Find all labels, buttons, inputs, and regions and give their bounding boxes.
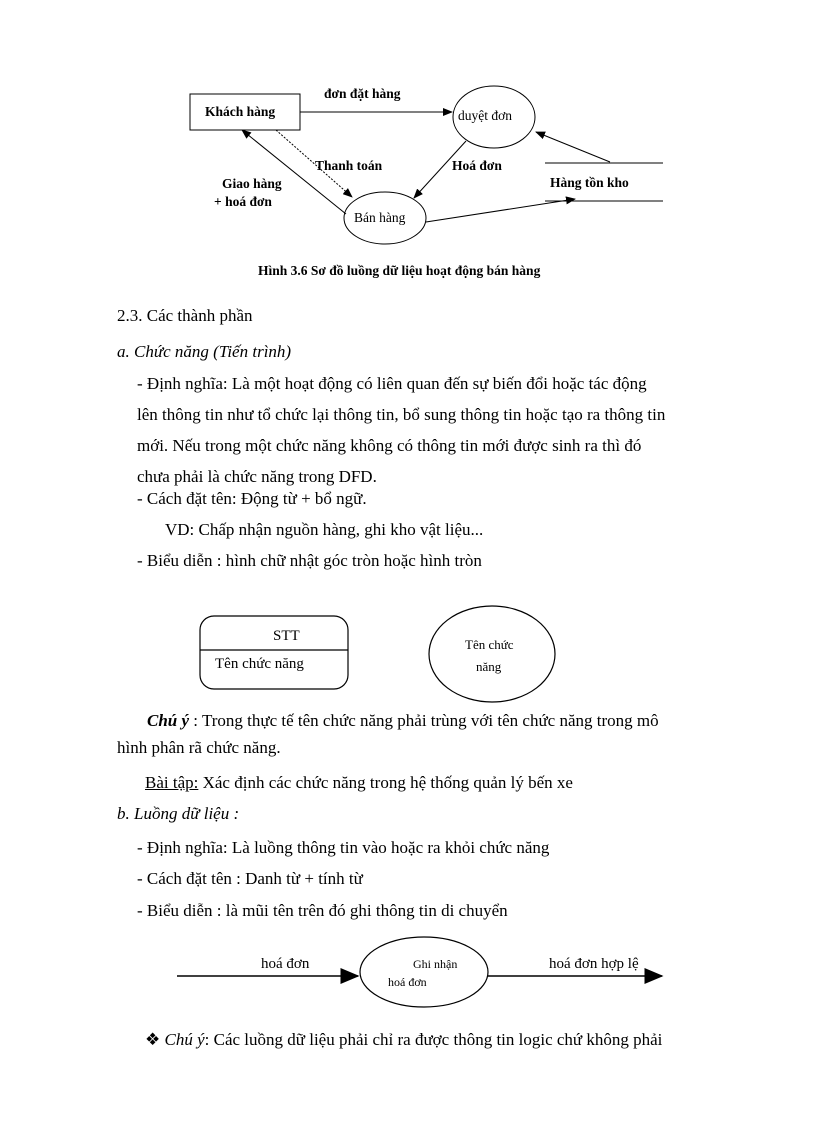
stock-to-approve-arrow <box>536 132 610 162</box>
subsection-a-title: a. Chức năng (Tiến trình) <box>117 342 292 361</box>
circle-label-1: Tên chức <box>465 637 514 652</box>
section-heading: 2.3. Các thành phần <box>117 306 253 325</box>
output-flow-label: hoá đơn hợp lệ <box>549 956 639 972</box>
exercise-label: Bài tập: <box>145 773 199 792</box>
note-2-text: : Các luồng dữ liệu phải chỉ ra được thông tin logic chứ không phải <box>204 1030 663 1049</box>
input-flow-label: hoá đơn <box>261 956 310 972</box>
naming-example: VD: Chấp nhận nguồn hàng, ghi kho vật liệu... <box>165 520 484 539</box>
invoice-label: Hoá đơn <box>452 158 502 173</box>
payment-label: Thanh toán <box>315 158 383 173</box>
note-1-text: : Trong thực tế tên chức năng phải trùng với tên chức năng trong mô <box>189 711 659 730</box>
function-name-label: Tên chức năng <box>215 656 304 672</box>
figure-caption: Hình 3.6 Sơ đồ luồng dữ liệu hoạt động bán hàng <box>258 263 541 278</box>
record-process-label-2: hoá đơn <box>388 975 427 989</box>
delivery-label-2: + hoá đơn <box>214 194 272 209</box>
stt-label: STT <box>273 628 300 644</box>
exercise-text: Xác định các chức năng trong hệ thống quản lý bến xe <box>198 773 573 792</box>
store-label: Hàng tồn kho <box>550 175 629 190</box>
record-process-label-1: Ghi nhận <box>413 957 458 971</box>
definition-line-3: mới. Nếu trong một chức năng không có thông tin mới được sinh ra thì đó <box>137 436 642 455</box>
flow-representation-rule: - Biểu diễn : là mũi tên trên đó ghi thông tin di chuyển <box>137 901 508 920</box>
definition-line-4: chưa phải là chức năng trong DFD. <box>137 467 377 486</box>
definition-line-2: lên thông tin như tổ chức lại thông tin, bổ sung thông tin hoặc tạo ra thông tin <box>137 405 666 424</box>
record-invoice-circle <box>360 937 488 1007</box>
sales-to-stock-arrow <box>426 199 575 222</box>
exercise <box>145 773 573 793</box>
customer-label: Khách hàng <box>205 104 276 119</box>
flow-naming-rule: - Cách đặt tên : Danh từ + tính từ <box>137 869 363 888</box>
approve-label: duyệt đơn <box>458 108 513 123</box>
representation-rule: - Biểu diễn : hình chữ nhật góc tròn hoặc hình tròn <box>137 551 482 570</box>
flow-definition: - Định nghĩa: Là luồng thông tin vào hoặc ra khỏi chức năng <box>137 838 550 857</box>
function-circle <box>429 606 555 702</box>
note-2-bullet-icon: ❖ <box>145 1030 161 1049</box>
note-2-label: Chú ý <box>164 1030 205 1049</box>
subsection-b-title: b. Luồng dữ liệu : <box>117 804 240 823</box>
note-1-text-2: hình phân rã chức năng. <box>117 738 281 757</box>
order-flow-label: đơn đặt hàng <box>324 86 401 101</box>
note-2 <box>145 1030 662 1050</box>
circle-label-2: năng <box>476 659 502 674</box>
note-1 <box>147 711 659 731</box>
note-1-label: Chú ý <box>147 711 190 730</box>
function-rounded-rect <box>200 616 348 689</box>
naming-rule: - Cách đặt tên: Động từ + bổ ngữ. <box>137 489 367 508</box>
sales-label: Bán hàng <box>354 210 406 225</box>
definition-line-1: - Định nghĩa: Là một hoạt động có liên quan đến sự biến đổi hoặc tác động <box>137 374 647 393</box>
delivery-label-1: Giao hàng <box>222 176 282 191</box>
